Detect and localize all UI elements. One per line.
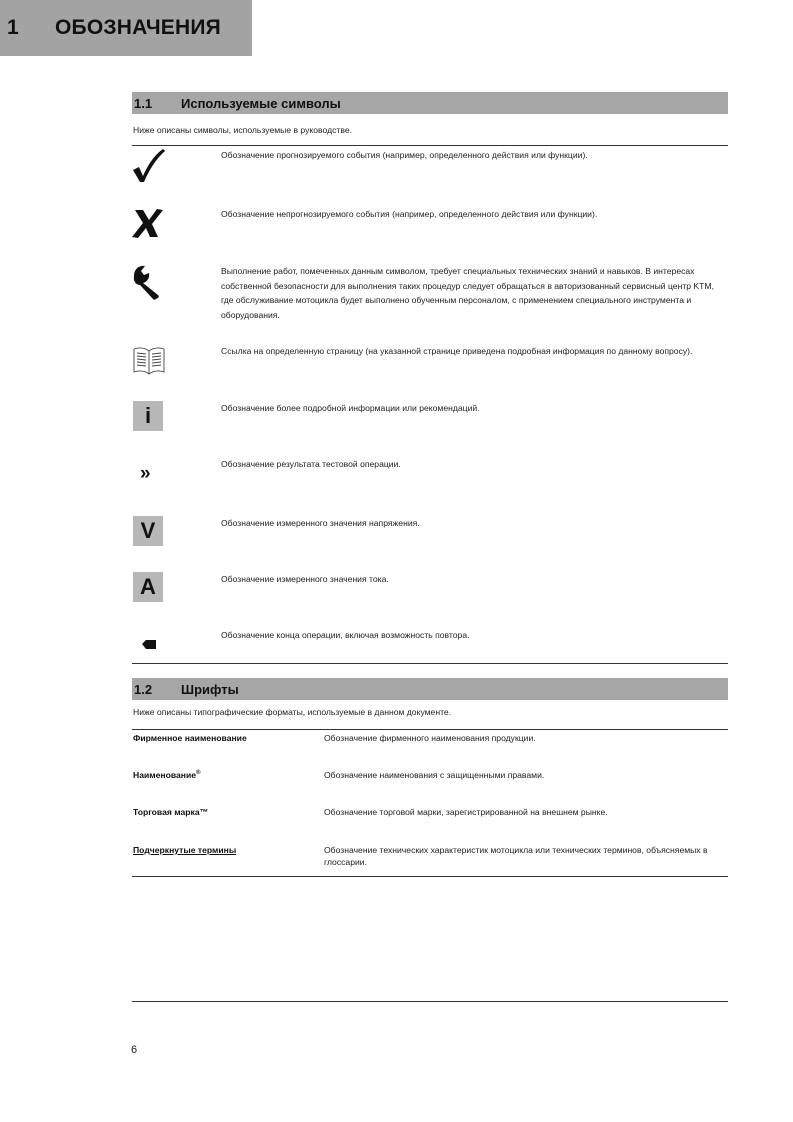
section-title: Используемые символы (181, 95, 341, 111)
font-term: Подчеркнутые термины (133, 845, 237, 855)
font-term: Фирменное наименование (133, 733, 247, 743)
wrench-icon (132, 264, 168, 300)
registered-mark: ® (196, 770, 201, 777)
divider (132, 145, 728, 146)
current-icon: A (133, 572, 163, 602)
symbol-description: Обозначение измеренного значения тока. (221, 574, 389, 584)
font-term: Наименование® (133, 770, 201, 780)
section-intro: Ниже описаны типографические форматы, используемые в данном документе. (133, 707, 452, 717)
divider (132, 729, 728, 730)
symbol-description: Обозначение результата тестовой операции. (221, 459, 401, 469)
result-arrow-icon: » (140, 463, 151, 484)
font-description: Обозначение фирменного наименования продукции. (324, 733, 536, 743)
checkmark-icon (132, 148, 168, 184)
font-description: Обозначение технических характеристик мотоцикла или технических терминов, объясняемых в глоссарии. (324, 845, 708, 867)
section-header-fonts (132, 678, 728, 700)
chapter-title: ОБОЗНАЧЕНИЯ (55, 16, 221, 39)
symbol-description: Обозначение более подробной информации или рекомендаций. (221, 403, 480, 413)
font-description: Обозначение наименования с защищенными правами. (324, 770, 545, 780)
divider (132, 663, 728, 664)
section-title: Шрифты (181, 681, 239, 697)
chapter-number: 1 (7, 16, 19, 39)
page-number: 6 (131, 1044, 138, 1056)
symbol-description: Обозначение конца операции, включая возможность повтора. (221, 630, 470, 640)
font-term: Торговая марка™ (133, 807, 209, 817)
section-header-symbols (132, 92, 728, 114)
end-marker-icon (132, 628, 168, 664)
symbol-description: Обозначение непрогнозируемого события (например, определенного действия или функции). (221, 209, 598, 219)
symbol-description: Обозначение прогнозируемого события (например, определенного действия или функции). (221, 150, 588, 160)
chapter-header (0, 0, 252, 56)
section-number: 1.2 (134, 681, 153, 697)
footer-divider (132, 1001, 728, 1002)
symbol-description: Выполнение работ, помеченных данным символом, требует специальных технических знаний и навыков. В интересах собственной безопасности для выполнения таких процедур следует обращаться в авторизованный сервисный центр KTM, где обслуживание мотоцикла будет выполнено обученным персоналом, с применением специального инструмента и оборудования. (221, 266, 714, 320)
trademark-mark: ™ (199, 807, 209, 817)
info-icon: i (133, 401, 163, 431)
font-description: Обозначение торговой марки, зарегистрированной на внешнем рынке. (324, 807, 608, 817)
symbol-description: Обозначение измеренного значения напряжения. (221, 518, 420, 528)
cross-icon (132, 207, 168, 243)
section-number: 1.1 (134, 95, 153, 111)
divider (132, 876, 728, 877)
book-icon (132, 344, 168, 380)
voltage-icon: V (133, 516, 163, 546)
symbol-description: Ссылка на определенную страницу (на указанной странице приведена подробная информация по данному вопросу). (221, 346, 693, 356)
section-intro: Ниже описаны символы, используемые в руководстве. (133, 125, 352, 135)
